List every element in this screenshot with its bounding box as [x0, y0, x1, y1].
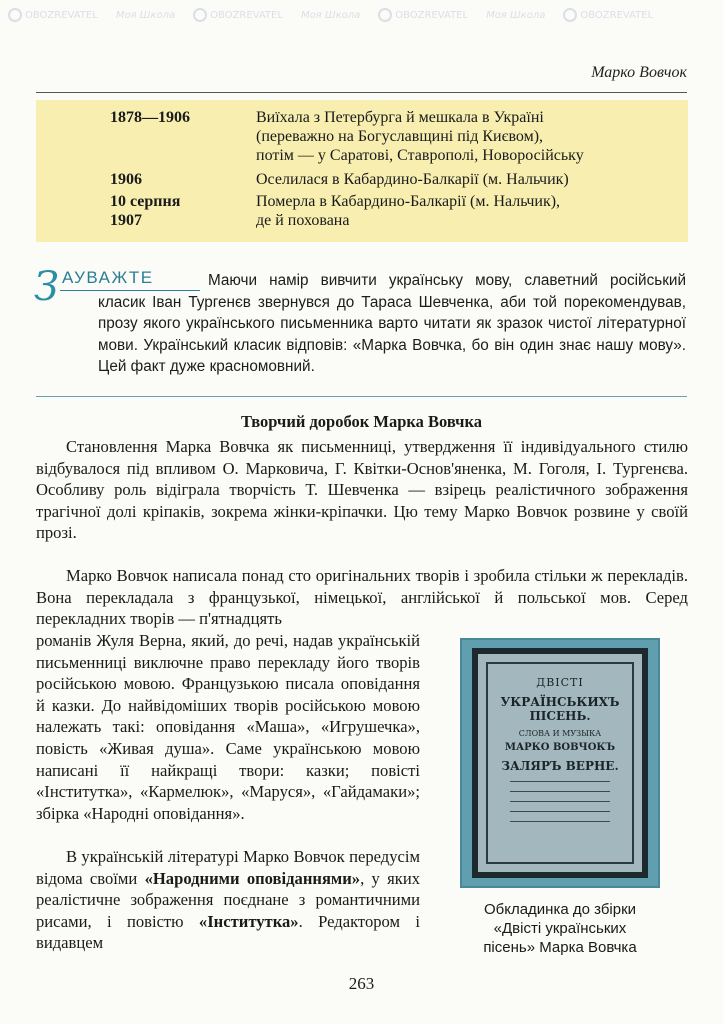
watermark-logo-icon	[378, 8, 392, 22]
watermark-row: OBOZREVATEL Моя Школа OBOZREVATEL Моя Школа OBOZREVATEL Моя Школа OBOZREVATEL	[0, 4, 723, 26]
paragraph-2-intro: Марко Вовчок написала понад сто оригінальних творів і зробила стільки ж перекладів. Вона перекладала з французької, німецької, англійської й польської мов. Серед перекладних творів — п'ятнадцять	[36, 566, 688, 629]
watermark-logo-icon	[193, 8, 207, 22]
note-initial: З	[34, 264, 59, 310]
chronology-text: Виїхала з Петербурга й мешкала в Україні (переважно на Богуславщині під Києвом), потім — у Саратові, Ставрополі, Новоросійську	[256, 109, 584, 164]
chronology-text: Оселилася в Кабардино-Балкарії (м. Нальчик)	[256, 171, 569, 188]
section-title: Творчий доробок Марка Вовчка	[241, 412, 482, 431]
chronology-text: Померла в Кабардино-Балкарії (м. Нальчик), де й похована	[256, 193, 561, 229]
paragraph-1: Становлення Марка Вовчка як письменниці, утвердження її індивідуального стилю відбувалося під впливом О. Марковича, Г. Квітки-Основ'яненка, М. Гоголя, І. Тургенєва. Особливу роль відіграла творчість Т. Шевченка — взірець реалістичного зображення трагічної долі кріпаків, зокрема жінки-кріпачки. Цю тему Марко Вовчок розвине у своїй прозі.	[36, 437, 688, 543]
chronology-date: 1878—1906	[110, 109, 190, 126]
note-label: АУВАЖТЕ	[62, 268, 154, 287]
watermark-logo-icon	[563, 8, 577, 22]
chronology-table	[36, 100, 688, 242]
page-number: 263	[348, 974, 375, 993]
note-text: Маючи намір вивчити українську мову, славетний російський класик Іван Тургенєв звернувся до Тараса Шевченка, аби той порекомендував, прозу якого українського письменника варто читати як зразок чистої літературної мови. Український класик відповів: «Марка Вовчка, бо він один знає нашу мову». Цей факт дуже красномовний.	[98, 272, 686, 376]
cover-decorative-lines	[510, 781, 611, 826]
book-cover-image: ДВІСТІ УКРАЇНСЬКИХЪ ПІСЕНЬ. СЛОВА И МУЗЫКА МАРКО ВОВЧОКЪ ЗАЛЯРЪ ВЕРНЕ.	[472, 648, 648, 878]
figure-caption: Обкладинка до збірки «Двісті українських пісень» Марка Вовчка	[483, 901, 637, 956]
chronology-date: 10 серпня 1907	[110, 193, 181, 229]
book-cover-figure	[460, 638, 660, 888]
note-divider	[36, 396, 687, 397]
watermark-logo-icon	[8, 8, 22, 22]
chronology-date: 1906	[110, 171, 142, 188]
header-divider	[36, 92, 687, 93]
paragraph-2-continued: романів Жуля Верна, який, до речі, надав українській письменниці виключне право перекладу його творів російською мовою. Французькою писала оповідання й казки. До найвідоміших творів російською мовою належать такі: оповідання «Маша», «Игрушечка», повість «Живая душа». Саме українською мовою написані її найкращі твори: казки; повісті «Інститутка», «Кармелюк», «Маруся», «Гайдамаки»; збірка «Народні оповідання».	[36, 631, 420, 823]
paragraph-3: В українській літературі Марко Вовчок передусім відома своїми «Народними оповіданнями», у яких реалістичне зображення поєднане з романтичними рисами, і повістю «Інститутка». Редактором і видавцем	[36, 847, 421, 953]
running-head: Марко Вовчок	[591, 64, 687, 81]
